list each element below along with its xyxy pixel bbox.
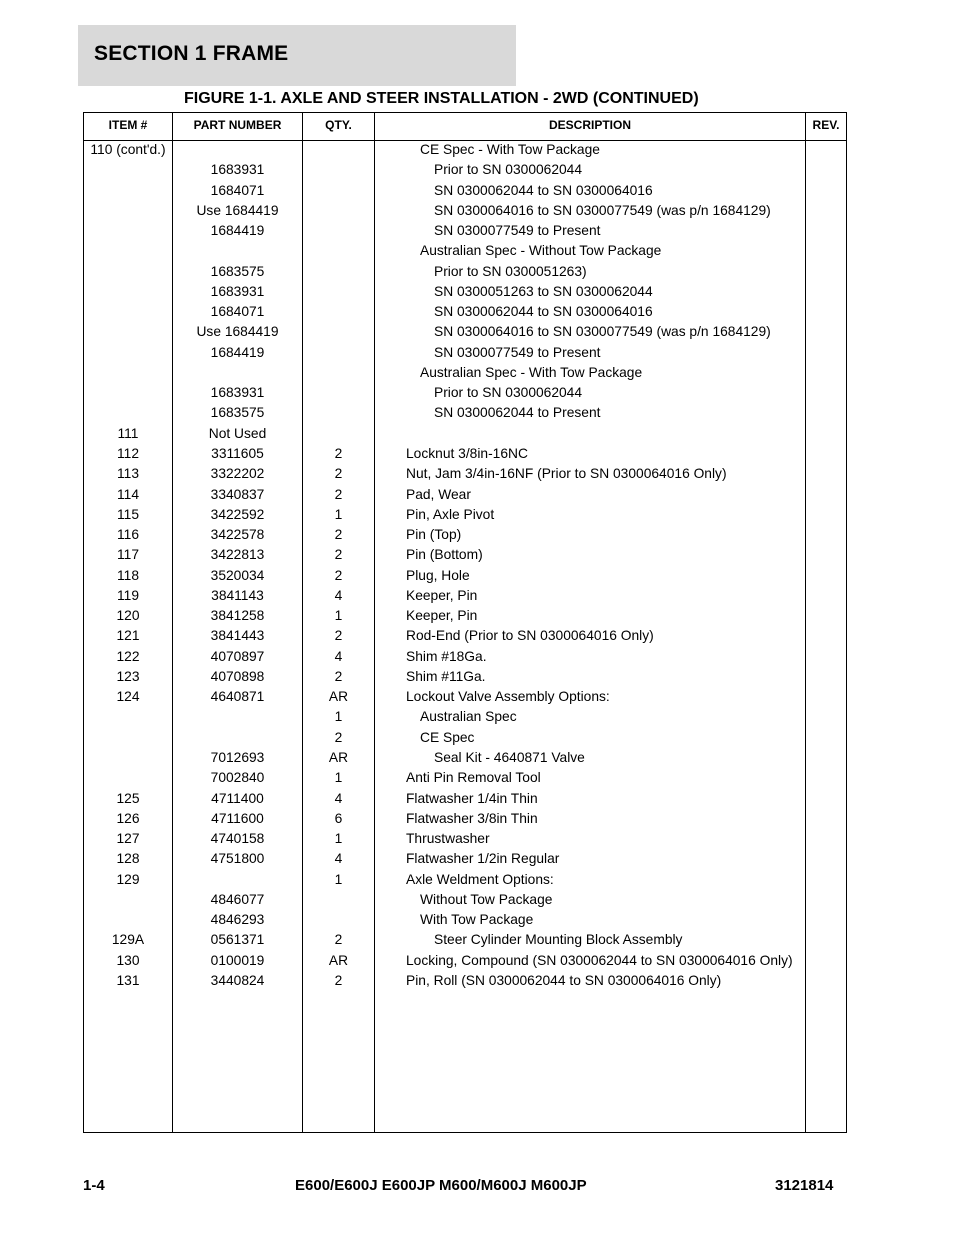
- qty-cell: 4: [334, 648, 343, 664]
- table-body: [84, 141, 846, 992]
- table-row: [84, 911, 846, 931]
- section-title: SECTION 1 FRAME: [94, 42, 289, 65]
- table-row: [84, 871, 846, 891]
- description-cell: SN 0300064016 to SN 0300077549 (was p/n 1684129): [434, 324, 771, 340]
- qty-cell: 1: [334, 709, 343, 725]
- header-description: DESCRIPTION: [548, 118, 631, 132]
- part-number-cell: 7002840: [210, 770, 265, 786]
- part-number-cell: 3841443: [210, 628, 265, 644]
- part-number-cell: 3440824: [210, 972, 265, 988]
- qty-cell: 1: [334, 871, 343, 887]
- table-row: [84, 790, 846, 810]
- description-cell: Without Tow Package: [420, 891, 553, 907]
- part-number-cell: Not Used: [208, 425, 267, 441]
- part-number-cell: 1683575: [210, 405, 265, 421]
- description-cell: Flatwasher 1/4in Thin: [406, 790, 538, 806]
- item-cell: 119: [117, 587, 139, 603]
- table-row: [84, 729, 846, 749]
- table-row: [84, 850, 846, 870]
- qty-cell: 2: [334, 668, 343, 684]
- description-cell: Flatwasher 1/2in Regular: [406, 851, 560, 867]
- part-number-cell: Use 1684419: [196, 202, 279, 218]
- qty-cell: AR: [328, 689, 349, 705]
- part-number-cell: 1684071: [210, 182, 265, 198]
- table-row: [84, 202, 846, 222]
- header-qty: QTY.: [325, 118, 352, 132]
- table-row: [84, 182, 846, 202]
- part-number-cell: 3841143: [211, 587, 264, 603]
- part-number-cell: 4070898: [210, 668, 265, 684]
- qty-cell: 2: [334, 932, 343, 948]
- description-cell: Prior to SN 0300062044: [434, 385, 583, 401]
- item-cell: 131: [116, 972, 140, 988]
- header-rev: REV.: [812, 118, 840, 132]
- table-row: [84, 891, 846, 911]
- description-cell: SN 0300051263 to SN 0300062044: [434, 283, 653, 299]
- table-row: [84, 141, 846, 161]
- description-cell: Pad, Wear: [406, 486, 471, 502]
- model-list: E600/E600J E600JP M600/M600J M600JP: [295, 1177, 587, 1194]
- description-cell: Pin, Axle Pivot: [406, 506, 495, 522]
- table-row: [84, 567, 846, 587]
- item-cell: 129: [116, 871, 140, 887]
- item-cell: 128: [116, 851, 140, 867]
- part-number-cell: 1684419: [210, 223, 265, 239]
- description-cell: CE Spec - With Tow Package: [420, 142, 600, 157]
- part-number-cell: 4711600: [211, 810, 264, 826]
- part-number-cell: Use 1684419: [196, 324, 279, 340]
- qty-cell: 2: [334, 729, 343, 745]
- part-number-cell: 4640871: [210, 689, 265, 705]
- description-cell: Pin, Roll (SN 0300062044 to SN 0300064016 Only): [406, 972, 722, 988]
- table-row: [84, 425, 846, 445]
- table-row: [84, 688, 846, 708]
- item-cell: 120: [116, 608, 140, 624]
- description-cell: Steer Cylinder Mounting Block Assembly: [434, 932, 683, 948]
- part-number-cell: 4711400: [211, 790, 264, 806]
- qty-cell: 2: [334, 628, 343, 644]
- qty-cell: 1: [334, 608, 343, 624]
- part-number-cell: 4070897: [210, 648, 265, 664]
- item-cell: 127: [116, 831, 140, 847]
- description-cell: Keeper, Pin: [406, 587, 478, 603]
- part-number-cell: 3520034: [210, 567, 265, 583]
- part-number-cell: 0100019: [210, 952, 265, 968]
- qty-cell: AR: [328, 749, 349, 765]
- item-cell: 113: [117, 466, 139, 482]
- part-number-cell: 1683931: [210, 283, 265, 299]
- description-cell: Pin (Top): [406, 527, 462, 543]
- table-row: [84, 344, 846, 364]
- part-number-cell: 4740158: [210, 831, 265, 847]
- table-row: [84, 303, 846, 323]
- table-row: [84, 769, 846, 789]
- parts-table: [83, 112, 847, 1133]
- description-cell: Australian Spec: [420, 709, 517, 725]
- item-cell: 110 (cont'd.): [90, 142, 166, 157]
- part-number-cell: 4846077: [210, 891, 265, 907]
- description-cell: Australian Spec - Without Tow Package: [420, 243, 662, 259]
- description-cell: Shim #18Ga.: [406, 648, 487, 664]
- item-cell: 126: [116, 810, 140, 826]
- item-cell: 112: [117, 445, 139, 461]
- table-row: [84, 283, 846, 303]
- qty-cell: 6: [334, 810, 343, 826]
- part-number-cell: 3841258: [210, 608, 265, 624]
- part-number-cell: 0561371: [210, 932, 265, 948]
- description-cell: Plug, Hole: [406, 567, 470, 583]
- qty-cell: 4: [334, 851, 343, 867]
- qty-cell: 2: [334, 547, 343, 563]
- table-row: [84, 830, 846, 850]
- qty-cell: 2: [334, 486, 343, 502]
- part-number-cell: 1683931: [210, 162, 265, 178]
- figure-title: FIGURE 1-1. AXLE AND STEER INSTALLATION - 2WD (CONTINUED): [184, 90, 699, 107]
- description-cell: With Tow Package: [420, 912, 534, 928]
- table-row: [84, 708, 846, 728]
- table-row: [84, 323, 846, 343]
- qty-cell: 2: [334, 466, 343, 482]
- description-cell: Prior to SN 0300051263): [434, 263, 587, 279]
- table-row: [84, 242, 846, 262]
- description-cell: Nut, Jam 3/4in-16NF (Prior to SN 0300064016 Only): [406, 466, 727, 482]
- description-cell: SN 0300062044 to Present: [434, 405, 601, 421]
- table-row: [84, 465, 846, 485]
- item-cell: 124: [116, 689, 140, 705]
- table-row: [84, 587, 846, 607]
- qty-cell: 2: [334, 527, 343, 543]
- table-row: [84, 749, 846, 769]
- part-number-cell: 3422592: [210, 506, 265, 522]
- description-cell: SN 0300077549 to Present: [434, 344, 601, 360]
- description-cell: SN 0300062044 to SN 0300064016: [434, 304, 653, 320]
- part-number-cell: 1684071: [210, 304, 265, 320]
- description-cell: Rod-End (Prior to SN 0300064016 Only): [406, 628, 654, 644]
- description-cell: Keeper, Pin: [406, 608, 478, 624]
- qty-cell: 2: [334, 567, 343, 583]
- table-row: [84, 952, 846, 972]
- table-row: [84, 668, 846, 688]
- header-item: ITEM #: [108, 118, 148, 132]
- part-number-cell: 3340837: [210, 486, 265, 502]
- part-number-cell: 3322202: [210, 466, 265, 482]
- qty-cell: 1: [334, 831, 343, 847]
- description-cell: Shim #11Ga.: [406, 668, 486, 684]
- table-row: [84, 506, 846, 526]
- table-row: [84, 222, 846, 242]
- section-header-bar: [78, 25, 516, 86]
- item-cell: 111: [117, 425, 139, 441]
- header-part-number: PART NUMBER: [193, 118, 282, 132]
- table-row: [84, 364, 846, 384]
- table-row: [84, 526, 846, 546]
- part-number-cell: 4751800: [210, 851, 265, 867]
- description-cell: Australian Spec - With Tow Package: [420, 364, 643, 380]
- part-number-cell: 3422813: [210, 547, 265, 563]
- table-row: [84, 810, 846, 830]
- table-row: [84, 607, 846, 627]
- part-number-cell: 3311605: [211, 445, 264, 461]
- part-number-cell: 1683931: [210, 385, 265, 401]
- table-row: [84, 161, 846, 181]
- description-cell: Pin (Bottom): [406, 547, 483, 563]
- item-cell: 118: [117, 567, 139, 583]
- item-cell: 122: [116, 648, 140, 664]
- qty-cell: 4: [334, 587, 343, 603]
- part-number-cell: 3422578: [210, 527, 265, 543]
- description-cell: Locking, Compound (SN 0300062044 to SN 0300064016 Only): [406, 952, 793, 968]
- document-number: 3121814: [775, 1177, 834, 1194]
- item-cell: 117: [117, 547, 139, 563]
- part-number-cell: 4846293: [210, 912, 265, 928]
- description-cell: Lockout Valve Assembly Options:: [406, 689, 610, 705]
- description-cell: SN 0300064016 to SN 0300077549 (was p/n 1684129): [434, 202, 771, 218]
- description-cell: Axle Weldment Options:: [406, 871, 554, 887]
- description-cell: CE Spec: [420, 729, 475, 745]
- description-cell: Anti Pin Removal Tool: [406, 770, 541, 786]
- table-row: [84, 404, 846, 424]
- description-cell: Locknut 3/8in-16NC: [406, 445, 528, 461]
- part-number-cell: 7012693: [210, 749, 265, 765]
- table-row: [84, 384, 846, 404]
- qty-cell: 4: [334, 790, 343, 806]
- item-cell: 116: [117, 527, 139, 543]
- description-cell: Thrustwasher: [406, 831, 490, 847]
- qty-cell: AR: [328, 952, 349, 968]
- item-cell: 121: [116, 628, 140, 644]
- part-number-cell: 1683575: [210, 263, 265, 279]
- item-cell: 125: [116, 790, 140, 806]
- description-cell: SN 0300062044 to SN 0300064016: [434, 182, 653, 198]
- table-row: [84, 972, 846, 992]
- item-cell: 115: [117, 506, 139, 522]
- table-row: [84, 648, 846, 668]
- table-row: [84, 546, 846, 566]
- item-cell: 130: [116, 952, 140, 968]
- table-row: [84, 627, 846, 647]
- qty-cell: 1: [334, 506, 343, 522]
- item-cell: 129A: [111, 932, 145, 948]
- table-row: [84, 445, 846, 465]
- description-cell: Flatwasher 3/8in Thin: [406, 810, 538, 826]
- page-number: 1-4: [83, 1177, 105, 1194]
- item-cell: 114: [117, 486, 139, 502]
- description-cell: Prior to SN 0300062044: [434, 162, 583, 178]
- qty-cell: 1: [334, 770, 343, 786]
- item-cell: 123: [116, 668, 140, 684]
- table-row: [84, 931, 846, 951]
- table-row: [84, 263, 846, 283]
- description-cell: Seal Kit - 4640871 Valve: [434, 749, 585, 765]
- qty-cell: 2: [334, 445, 343, 461]
- qty-cell: 2: [334, 972, 343, 988]
- part-number-cell: 1684419: [210, 344, 265, 360]
- table-row: [84, 486, 846, 506]
- description-cell: SN 0300077549 to Present: [434, 223, 601, 239]
